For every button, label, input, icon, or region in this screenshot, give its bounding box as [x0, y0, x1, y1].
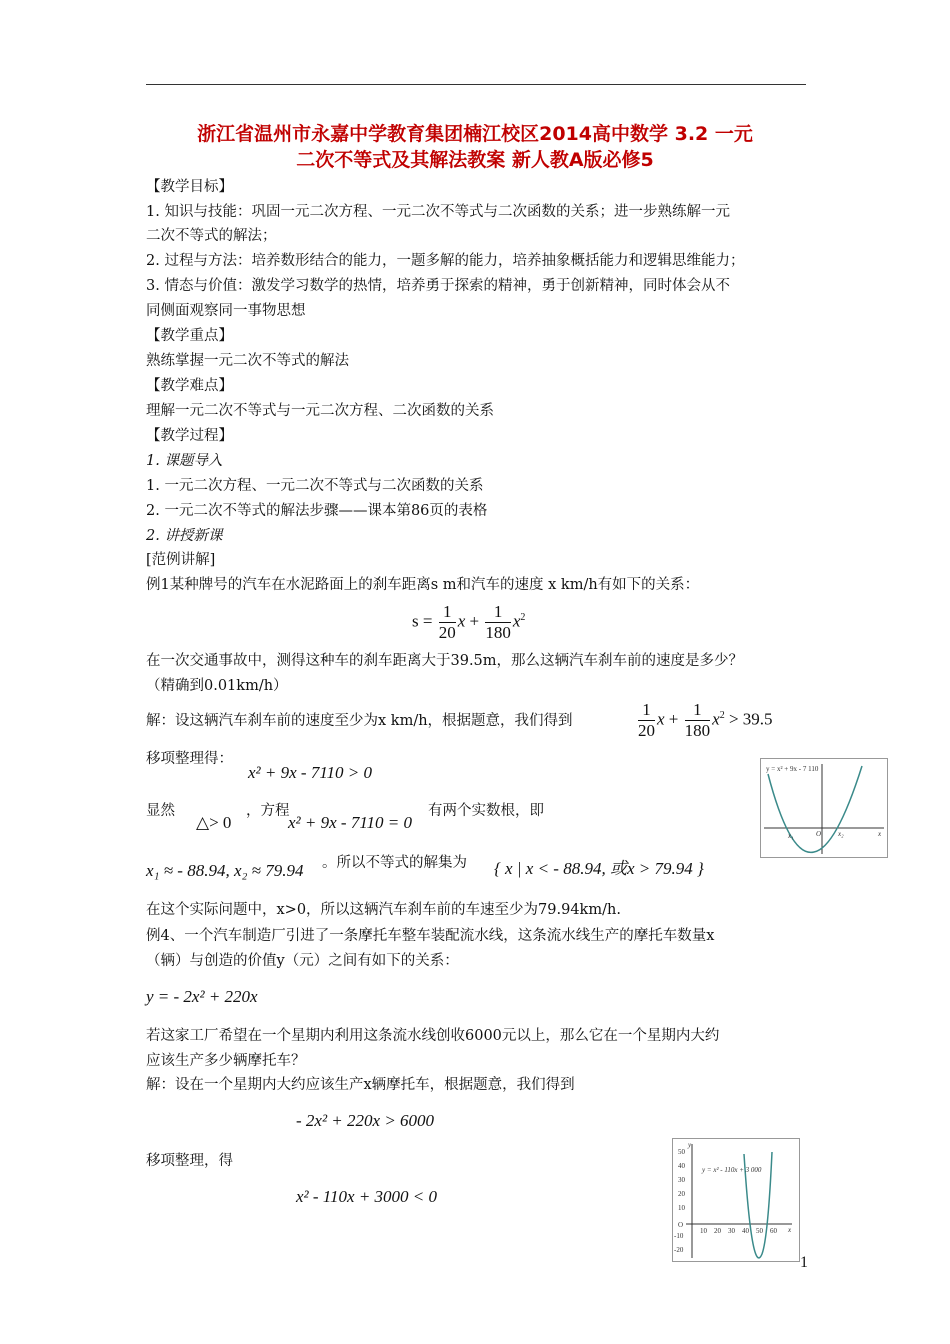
example-4-question-line1: 若这家工厂希望在一个星期内利用这条流水线创收6000元以上，那么它在一个星期内大约 [146, 1028, 720, 1044]
example-1-condition: 在一次交通事故中，测得这种车的刹车距离大于39.5m，那么这辆汽车刹车前的速度是多少？ [146, 653, 744, 669]
example-1-conclusion: 在这个实际问题中，x>0，所以这辆汽车刹车前的车速至少为79.94km/h. [146, 902, 621, 918]
graph-2-label: y = x² - 110x + 3 000 [702, 1166, 762, 1174]
rearrange-label-2: 移项整理，得 [146, 1153, 233, 1169]
inequality-rhs: > 39.5 [728, 709, 773, 729]
graph-2-x-tick: 50 [756, 1227, 763, 1235]
example-1-precision: （精确到0.01km/h） [146, 678, 288, 694]
graph-2-x-tick: 40 [742, 1227, 749, 1235]
document-title-line2: 二次不等式及其解法教案 新人教A版必修5 [296, 149, 654, 171]
graph-1-x1: x₁ [788, 832, 794, 840]
fraction-1-180 [685, 700, 711, 741]
section-process: 【教学过程】 [146, 428, 233, 444]
rearrange-label: 移项整理得： [146, 751, 233, 767]
fraction-1-20 [638, 700, 655, 741]
intro-item-2: 2. 一元二次不等式的解法步骤——课本第86页的表格 [146, 503, 488, 519]
key-points-text: 熟练掌握一元二次不等式的解法 [146, 353, 349, 369]
header-rule [146, 84, 806, 85]
solution-set: { x | x < - 88.94, 或x > 79.94 } [494, 859, 704, 878]
graph-2-x-tick: 30 [728, 1227, 735, 1235]
fraction-numerator: 1 [439, 602, 456, 623]
graph-2-x-tick: 10 [700, 1227, 707, 1235]
graph-2-x-label: x [788, 1226, 792, 1234]
graph-1-x2: x₂ [838, 830, 844, 838]
graph-2-y-tick: 10 [678, 1204, 685, 1212]
goal-1-line1: 1. 知识与技能：巩固一元二次方程、一元二次不等式与二次函数的关系；进一步熟练解一元 [146, 204, 730, 220]
example-4-question-line2: 应该生产多少辆摩托车？ [146, 1053, 306, 1069]
graph-1-origin: O [816, 830, 822, 838]
fraction-numerator: 1 [638, 700, 655, 721]
example-4-quadratic: x² - 110x + 3000 < 0 [296, 1187, 438, 1206]
graph-1-x-label: x [878, 830, 882, 838]
graph-2-x-tick: 20 [714, 1227, 721, 1235]
intro-item-1: 1. 一元二次方程、一元二次不等式与二次函数的关系 [146, 478, 484, 494]
goal-1-line2: 二次不等式的解法； [146, 228, 277, 244]
fraction-numerator: 1 [685, 700, 711, 721]
example-4-inequality: - 2x² + 220x > 6000 [296, 1111, 435, 1130]
difficulties-text: 理解一元二次不等式与一元二次方程、二次函数的关系 [146, 403, 494, 419]
example-4-formula: y = - 2x² + 220x [146, 987, 258, 1006]
page-number: 1 [800, 1254, 808, 1271]
graph-2-y-label: y [688, 1141, 692, 1149]
section-key-points: 【教学重点】 [146, 328, 233, 344]
goal-2: 2. 过程与方法：培养数形结合的能力，一题多解的能力，培养抽象概括能力和逻辑思维能力； [146, 253, 745, 269]
graph-1-frame [761, 759, 888, 858]
goal-3-line1: 3. 情态与价值：激发学习数学的热情，培养勇于探索的精神，勇于创新精神，同时体会从不 [146, 278, 730, 294]
example-4-line1: 例4、一个汽车制造厂引进了一条摩托车整车装配流水线，这条流水线生产的摩托车数量x [146, 928, 715, 944]
graph-2-y-tick: -20 [674, 1246, 684, 1254]
fraction-denominator: 180 [684, 721, 711, 740]
fraction-denominator: 20 [438, 623, 456, 642]
example-1-text: 例1某种牌号的汽车在水泥路面上的刹车距离s m和汽车的速度 x km/h有如下的关系： [146, 577, 700, 593]
example-4-solution-intro: 解：设在一个星期内大约应该生产x辆摩托车，根据题意，我们得到 [146, 1077, 575, 1093]
graph-2-y-tick: 50 [678, 1148, 685, 1156]
roots-values: x₁ ≈ - 88.94, x₂ ≈ 79.94 [146, 861, 304, 880]
fraction-1-180 [485, 602, 511, 643]
section-difficulties: 【教学难点】 [146, 378, 233, 394]
fraction-denominator: 20 [638, 721, 655, 740]
graph-2-y-tick: 30 [678, 1176, 685, 1184]
fraction-numerator: 1 [485, 602, 511, 623]
graph-2-y-tick: 40 [678, 1162, 685, 1170]
step-2-heading: 2. 讲授新课 [146, 528, 223, 544]
discriminant: △> 0 [196, 813, 232, 832]
parabola-graph-1 [760, 758, 888, 858]
formula-lhs: s = [412, 611, 433, 631]
examples-label: [范例讲解] [146, 552, 216, 568]
graph-2-y-tick: 20 [678, 1190, 685, 1198]
solution-set-intro: 。所以不等式的解集为 [322, 855, 467, 871]
example-1-quadratic: x² + 9x - 7110 > 0 [248, 763, 373, 782]
graph-1-label: y = x² + 9x - 7 110 [766, 765, 819, 773]
example-1-inequality: $\frac{1}{20}$ x + $\frac{1}{180}$ $x^2 > 39.5$ [638, 700, 773, 740]
goal-3-line2: 同侧面观察同一事物思想 [146, 303, 306, 319]
section-teaching-goals: 【教学目标】 [146, 179, 233, 195]
graph-2-y-tick: -10 [674, 1232, 684, 1240]
example-1-equation: x² + 9x - 7110 = 0 [288, 813, 413, 832]
fraction-1-20 [439, 602, 456, 643]
example-1-solution-intro: 解：设这辆汽车刹车前的速度至少为x km/h，根据题意，我们得到 [146, 713, 573, 729]
step-1-heading: 1. 课题导入 [146, 453, 223, 469]
parabola-graph-2 [672, 1138, 800, 1262]
example-4-line2: （辆）与创造的价值y（元）之间有如下的关系： [146, 953, 459, 969]
graph-2-y-tick: O [678, 1221, 684, 1229]
obviously-label: 显然 [146, 803, 175, 819]
example-1-formula: s = $\frac{1}{20}$ x + $\frac{1}{180}$ $x^2$ [412, 602, 526, 642]
two-roots-text: 有两个实数根，即 [428, 803, 544, 819]
equation-word: ，方程 [246, 803, 290, 819]
graph-2-x-tick: 60 [770, 1227, 777, 1235]
fraction-denominator: 180 [485, 623, 511, 642]
document-title-line1: 浙江省温州市永嘉中学教育集团楠江校区2014高中数学 3.2 一元 [197, 123, 753, 145]
